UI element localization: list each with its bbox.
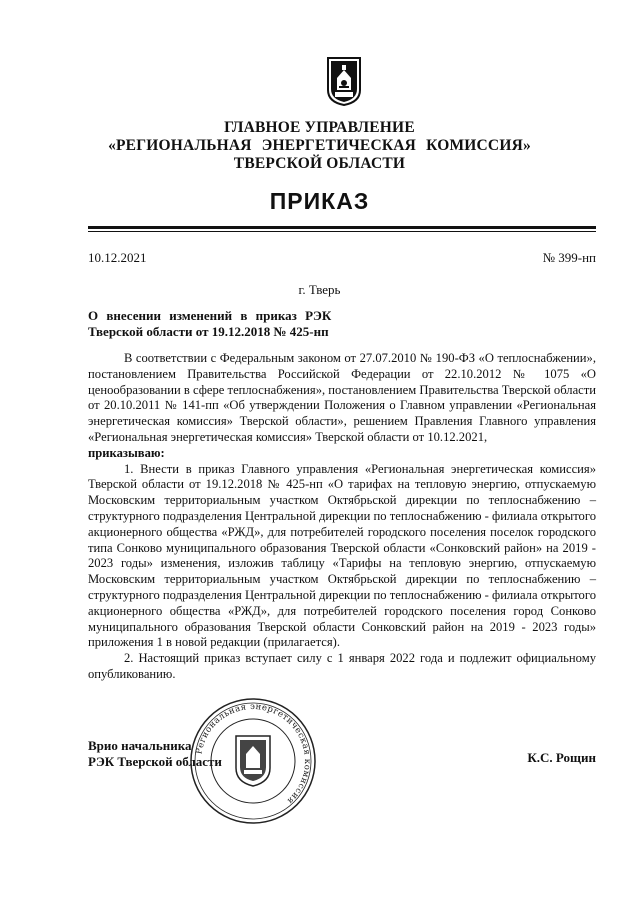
header-rule-thick bbox=[88, 226, 596, 229]
header-rule-thin bbox=[88, 231, 596, 232]
coat-of-arms-emblem bbox=[326, 56, 362, 106]
header-line-3: ТВЕРСКОЙ ОБЛАСТИ bbox=[233, 155, 406, 172]
seal-emblem-icon bbox=[236, 736, 270, 786]
document-date: 10.12.2021 bbox=[88, 250, 147, 265]
document-number: № 399-нп bbox=[542, 250, 596, 265]
signatory-position-line-2: РЭК Тверской области bbox=[88, 754, 222, 769]
document-body bbox=[88, 351, 596, 683]
seal-text: Региональная энергетическая комиссия bbox=[194, 701, 313, 806]
signatory-position-line-1: Врио начальника bbox=[88, 738, 192, 753]
preamble-paragraph: В соответствии с Федеральным законом от 27.07.2010 № 190-ФЗ «О теплоснабжении», постановлением Правительства Российской Федерации от 22.10.2012 № 1075 «О ценообразовании в сфере теплоснабжения», постановлением Правительства Тверской области от 20.10.2011 № 141-пп «Об утверждении Положения о Главном управлении «Региональная энергетическая комиссия» Тверской области», решением Правления Главного управления «Региональная энергетическая комиссия» Тверской области от 10.12.2021, bbox=[88, 351, 596, 444]
document-title: ПРИКАЗ bbox=[269, 188, 370, 214]
city-line: г. Тверь bbox=[298, 282, 341, 297]
subject-line-2: Тверской области от 19.12.2018 № 425-нп bbox=[88, 324, 329, 339]
signatory-name: К.С. Рощин bbox=[527, 750, 596, 765]
order-item-2: 2. Настоящий приказ вступает силу с 1 января 2022 года и подлежит официальному опубликованию. bbox=[88, 651, 596, 681]
order-item-1: 1. Внести в приказ Главного управления «Региональная энергетическая комиссия» Тверской области от 19.12.2018 № 425-нп «О тарифах на тепловую энергию, отпускаемую Московским территориальным участком Октябрьской дирекции по теплоснабжению – структурного подразделения Центральной дирекции по теплоснабжению - филиала открытого акционерного общества «РЖД», для потребителей городского поселения поселок городского типа Сонково муниципального образования Тверской области «Сонковский район» на 2019 - 2023 годы» изменения, изложив таблицу «Тарифы на тепловую энергию, отпускаемую Московским территориальным участком Октябрьской дирекции по теплоснабжению – структурного подразделения Центральной дирекции по теплоснабжению - филиала открытого акционерного общества «РЖД», для потребителей городского поселения город Сонково муниципального образования Тверской области Сонковский район на 2019 - 2023 годы» приложения 1 в новой редакции (прилагается). bbox=[88, 461, 596, 650]
header-line-1: ГЛАВНОЕ УПРАВЛЕНИЕ bbox=[224, 119, 415, 136]
header-line-2: «РЕГИОНАЛЬНАЯ ЭНЕРГЕТИЧЕСКАЯ КОМИССИЯ» bbox=[108, 137, 531, 154]
order-word: приказываю: bbox=[88, 445, 165, 460]
subject-line-1: О внесении изменений в приказ РЭК bbox=[88, 308, 332, 323]
official-seal bbox=[188, 696, 318, 826]
